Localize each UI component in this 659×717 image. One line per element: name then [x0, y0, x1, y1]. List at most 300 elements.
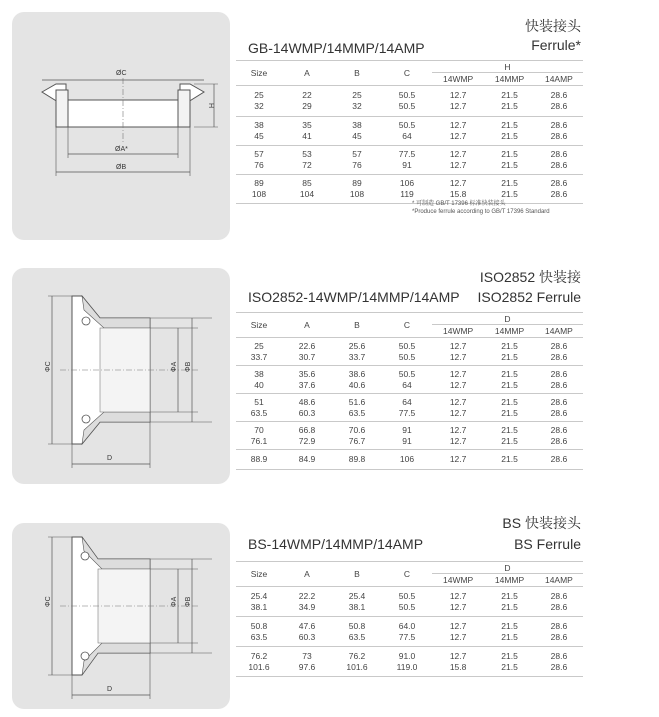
cell-value: 21.5: [501, 351, 518, 362]
table-cell: [332, 338, 382, 366]
cell-value: 48.6: [298, 397, 316, 407]
table-row: [236, 450, 583, 470]
gb-name-en: Ferrule*: [531, 37, 581, 53]
cell-value: 53: [302, 149, 312, 159]
gb-footnote: [412, 200, 550, 216]
cell-value: 12.7: [449, 631, 467, 642]
cell-value: 21.5: [501, 100, 518, 111]
cell-value: 12.7: [449, 120, 467, 130]
cell-value: 29: [302, 100, 312, 111]
table-cell: [236, 146, 282, 175]
gb-title: GB-14WMP/14MMP/14AMP: [248, 40, 425, 56]
cell-value: 28.6: [550, 120, 568, 130]
gb-spec-table: [236, 60, 583, 204]
col-c: C: [382, 313, 432, 338]
bs-name-cn: BS 快装接头: [502, 515, 581, 531]
iso-ferrule-drawing: [12, 268, 230, 484]
cell-value: 101.6: [248, 661, 270, 672]
cell-value: 108: [349, 188, 365, 199]
table-cell: [332, 146, 382, 175]
table-cell: [236, 366, 282, 394]
gb-name-cn: 快装接头: [525, 18, 581, 34]
cell-value: 21.5: [501, 379, 518, 390]
col-b: B: [332, 562, 382, 587]
cell-value: 41: [302, 130, 312, 141]
cell-value: 32: [254, 100, 264, 111]
cell-value: 91.0: [398, 651, 416, 661]
cell-value: 21.5: [501, 178, 518, 188]
table-cell: [382, 86, 432, 117]
cell-value: 38.1: [250, 601, 268, 612]
col-14wmp: 14WMP: [432, 574, 484, 587]
cell-value: 21.5: [501, 651, 518, 661]
cell-value: 77.5: [398, 407, 416, 418]
cell-value: 28.6: [550, 631, 568, 642]
gb-drawing-panel: [12, 12, 230, 240]
cell-value: 64: [402, 130, 412, 141]
cell-value: 12.7: [449, 369, 467, 379]
table-cell: [282, 587, 332, 617]
cell-value: 76.2: [250, 651, 268, 661]
table-cell: [535, 394, 583, 422]
cell-value: 28.6: [550, 188, 568, 199]
table-cell: [484, 617, 535, 647]
col-size: Size: [236, 313, 282, 338]
table-cell: [282, 422, 332, 450]
cell-value: 21.5: [501, 661, 518, 672]
cell-value: 76.2: [348, 651, 366, 661]
label-oa: ØA*: [115, 146, 128, 153]
cell-value: 21.5: [501, 159, 518, 170]
cell-value: 21.5: [501, 454, 518, 464]
cell-value: 38: [254, 369, 264, 379]
table-cell: [382, 366, 432, 394]
cell-value: 28.6: [550, 369, 568, 379]
table-cell: [484, 394, 535, 422]
table-cell: [484, 366, 535, 394]
bs-name-en-wrap: [514, 535, 581, 554]
col-size: Size: [236, 61, 282, 86]
cell-value: 77.5: [398, 631, 416, 642]
table-cell: [236, 117, 282, 146]
col-c: C: [382, 61, 432, 86]
cell-value: 12.7: [449, 435, 467, 446]
cell-value: 38: [352, 120, 362, 130]
col-a: A: [282, 61, 332, 86]
cell-value: 25: [254, 90, 264, 100]
bs-title: BS-14WMP/14MMP/14AMP: [248, 536, 424, 552]
table-cell: [382, 394, 432, 422]
gb-note-en: *Produce ferrule according to GB/T 17396 Standard: [412, 209, 550, 215]
cell-value: 28.6: [550, 621, 568, 631]
table-cell: [432, 394, 484, 422]
table-row: [236, 422, 583, 450]
cell-value: 12.7: [449, 341, 467, 351]
bs-spec-table: [236, 561, 583, 677]
cell-value: 73: [302, 651, 312, 661]
cell-value: 40.6: [348, 379, 366, 390]
cell-value: 25.6: [348, 341, 366, 351]
cell-value: 22: [302, 90, 312, 100]
iso-title: ISO2852-14WMP/14MMP/14AMP: [248, 289, 460, 305]
cell-value: 12.7: [449, 379, 467, 390]
table-cell: [332, 587, 382, 617]
cell-value: 50.5: [398, 100, 416, 111]
cell-value: 12.7: [449, 149, 467, 159]
label-d: D: [107, 455, 113, 462]
table-cell: [432, 587, 484, 617]
bs-ferrule-drawing: [12, 523, 230, 709]
cell-value: 89: [254, 178, 264, 188]
table-cell: [282, 117, 332, 146]
table-row: [236, 338, 583, 366]
table-cell: [332, 86, 382, 117]
cell-value: 28.6: [550, 149, 568, 159]
col-14mmp: 14MMP: [484, 574, 535, 587]
cell-value: 50.5: [398, 351, 416, 362]
table-cell: [535, 117, 583, 146]
cell-value: 91: [402, 159, 412, 170]
cell-value: 12.7: [449, 651, 467, 661]
cell-value: 64: [402, 379, 412, 390]
cell-value: 76.1: [250, 435, 268, 446]
cell-value: 12.7: [449, 130, 467, 141]
cell-value: 108: [251, 188, 267, 199]
iso-name-en: ISO2852 Ferrule: [477, 289, 581, 305]
cell-value: 45: [352, 130, 362, 141]
label-phi-a: ΦA: [171, 596, 178, 607]
col-14mmp: 14MMP: [484, 325, 535, 338]
cell-value: 21.5: [501, 601, 518, 612]
table-row: [236, 617, 583, 647]
cell-value: 64: [402, 397, 412, 407]
cell-value: 12.7: [449, 100, 467, 111]
cell-value: 21.5: [501, 149, 518, 159]
label-phi-b: ΦB: [185, 596, 192, 607]
table-cell: [382, 647, 432, 677]
table-cell: [332, 617, 382, 647]
cell-value: 21.5: [501, 369, 518, 379]
cell-value: 45: [254, 130, 264, 141]
cell-value: 38: [254, 120, 264, 130]
cell-value: 50.8: [250, 621, 268, 631]
table-row: [236, 86, 583, 117]
col-group-d: D: [432, 313, 583, 325]
cell-value: 21.5: [501, 341, 518, 351]
table-cell: [432, 450, 484, 470]
table-row: [236, 394, 583, 422]
cell-value: 104: [299, 188, 315, 199]
cell-value: 21.5: [501, 188, 518, 199]
cell-value: 34.9: [298, 601, 316, 612]
label-phi-c: ΦC: [45, 596, 52, 607]
cell-value: 30.7: [298, 351, 316, 362]
table-row: [236, 587, 583, 617]
cell-value: 21.5: [501, 90, 518, 100]
table-cell: [332, 647, 382, 677]
table-cell: [484, 338, 535, 366]
cell-value: 50.5: [398, 369, 416, 379]
cell-value: 88.9: [250, 454, 268, 464]
cell-value: 47.6: [298, 621, 316, 631]
cell-value: 50.5: [398, 341, 416, 351]
table-cell: [535, 647, 583, 677]
col-14wmp: 14WMP: [432, 325, 484, 338]
table-cell: [236, 338, 282, 366]
table-cell: [432, 86, 484, 117]
cell-value: 38.6: [348, 369, 366, 379]
cell-value: 119.0: [396, 661, 418, 672]
cell-value: 21.5: [501, 397, 518, 407]
table-cell: [484, 422, 535, 450]
cell-value: 32: [352, 100, 362, 111]
iso-name-en-wrap: [478, 288, 582, 307]
table-cell: [236, 86, 282, 117]
cell-value: 28.6: [550, 130, 568, 141]
table-cell: [484, 86, 535, 117]
cell-value: 28.6: [550, 425, 568, 435]
table-row: [236, 366, 583, 394]
label-phi-c: ΦC: [45, 361, 52, 372]
cell-value: 60.3: [298, 631, 316, 642]
cell-value: 21.5: [501, 130, 518, 141]
cell-value: 21.5: [501, 631, 518, 642]
cell-value: 28.6: [550, 90, 568, 100]
cell-value: 35: [302, 120, 312, 130]
col-group-h: H: [432, 61, 583, 73]
col-b: B: [332, 61, 382, 86]
table-cell: [432, 422, 484, 450]
table-cell: [535, 587, 583, 617]
table-cell: [282, 450, 332, 470]
table-cell: [535, 338, 583, 366]
label-h: H: [207, 103, 214, 109]
cell-value: 12.7: [449, 351, 467, 362]
cell-value: 72.9: [298, 435, 316, 446]
cell-value: 12.7: [449, 90, 467, 100]
table-cell: [535, 146, 583, 175]
cell-value: 89.8: [348, 454, 366, 464]
cell-value: 51.6: [348, 397, 366, 407]
cell-value: 97.6: [298, 661, 316, 672]
cell-value: 35.6: [298, 369, 316, 379]
table-cell: [382, 617, 432, 647]
label-oc: ØC: [116, 70, 127, 77]
gb-ferrule-drawing: [12, 12, 230, 240]
table-cell: [432, 338, 484, 366]
cell-value: 60.3: [298, 407, 316, 418]
iso-name-cn: ISO2852 快装接: [479, 269, 581, 285]
table-cell: [382, 422, 432, 450]
table-row: [236, 146, 583, 175]
table-cell: [535, 86, 583, 117]
cell-value: 15.8: [449, 661, 467, 672]
cell-value: 40: [254, 379, 264, 390]
bs-drawing-panel: [12, 523, 230, 709]
col-14amp: 14AMP: [535, 73, 583, 86]
cell-value: 28.6: [550, 601, 568, 612]
cell-value: 28.6: [550, 651, 568, 661]
cell-value: 28.6: [550, 159, 568, 170]
cell-value: 28.6: [550, 407, 568, 418]
cell-value: 77.5: [398, 149, 416, 159]
col-14amp: 14AMP: [535, 574, 583, 587]
cell-value: 12.7: [449, 159, 467, 170]
cell-value: 21.5: [501, 407, 518, 418]
label-phi-a: ΦA: [171, 361, 178, 372]
cell-value: 12.7: [449, 591, 467, 601]
cell-value: 57: [254, 149, 264, 159]
table-row: [236, 647, 583, 677]
iso-drawing-panel: [12, 268, 230, 484]
cell-value: 76: [352, 159, 362, 170]
table-cell: [332, 394, 382, 422]
cell-value: 76.7: [348, 435, 366, 446]
cell-value: 21.5: [501, 621, 518, 631]
gb-note-cn: * 可制造 GB/T 17396 标准快装接头: [412, 201, 506, 207]
table-cell: [382, 450, 432, 470]
cell-value: 21.5: [501, 435, 518, 446]
table-cell: [484, 117, 535, 146]
cell-value: 91: [402, 435, 412, 446]
table-cell: [432, 117, 484, 146]
cell-value: 70: [254, 425, 264, 435]
table-cell: [484, 587, 535, 617]
cell-value: 70.6: [348, 425, 366, 435]
table-cell: [236, 587, 282, 617]
cell-value: 91: [402, 425, 412, 435]
table-cell: [282, 647, 332, 677]
cell-value: 63.5: [348, 407, 366, 418]
cell-value: 28.6: [550, 341, 568, 351]
cell-value: 66.8: [298, 425, 316, 435]
table-cell: [382, 146, 432, 175]
bs-heading: [502, 514, 581, 533]
cell-value: 25.4: [348, 591, 366, 601]
cell-value: 15.8: [449, 188, 467, 199]
table-cell: [282, 366, 332, 394]
table-cell: [332, 117, 382, 146]
cell-value: 28.6: [550, 178, 568, 188]
cell-value: 101.6: [346, 661, 368, 672]
col-14mmp: 14MMP: [484, 73, 535, 86]
cell-value: 12.7: [449, 407, 467, 418]
cell-value: 50.8: [348, 621, 366, 631]
table-cell: [484, 146, 535, 175]
table-cell: [282, 394, 332, 422]
table-cell: [332, 366, 382, 394]
cell-value: 119: [400, 188, 414, 199]
cell-value: 63.5: [250, 407, 268, 418]
table-row: [236, 117, 583, 146]
col-group-d: D: [432, 562, 583, 574]
cell-value: 28.6: [550, 454, 568, 464]
cell-value: 21.5: [501, 591, 518, 601]
col-size: Size: [236, 562, 282, 587]
table-cell: [282, 617, 332, 647]
table-cell: [484, 450, 535, 470]
cell-value: 21.5: [501, 425, 518, 435]
cell-value: 25: [352, 90, 362, 100]
cell-value: 33.7: [348, 351, 366, 362]
table-cell: [282, 146, 332, 175]
cell-value: 50.5: [398, 90, 416, 100]
cell-value: 28.6: [550, 661, 568, 672]
table-cell: [282, 86, 332, 117]
col-14amp: 14AMP: [535, 325, 583, 338]
cell-value: 28.6: [550, 379, 568, 390]
cell-value: 28.6: [550, 435, 568, 446]
table-cell: [432, 647, 484, 677]
cell-value: 12.7: [449, 397, 467, 407]
table-cell: [382, 117, 432, 146]
label-d: D: [107, 686, 113, 693]
cell-value: 37.6: [298, 379, 316, 390]
table-cell: [535, 366, 583, 394]
col-14wmp: 14WMP: [432, 73, 484, 86]
cell-value: 28.6: [550, 100, 568, 111]
table-cell: [282, 338, 332, 366]
label-phi-b: ΦB: [185, 361, 192, 372]
cell-value: 21.5: [501, 120, 518, 130]
col-a: A: [282, 313, 332, 338]
cell-value: 64.0: [398, 621, 416, 631]
col-c: C: [382, 562, 432, 587]
cell-value: 72: [302, 159, 312, 170]
table-cell: [282, 175, 332, 204]
cell-value: 63.5: [250, 631, 268, 642]
iso-spec-table: [236, 312, 583, 470]
cell-value: 12.7: [449, 425, 467, 435]
table-cell: [236, 647, 282, 677]
cell-value: 85: [302, 178, 312, 188]
cell-value: 89: [352, 178, 362, 188]
cell-value: 25.4: [250, 591, 268, 601]
cell-value: 12.7: [449, 601, 467, 612]
cell-value: 106: [399, 454, 415, 464]
table-cell: [236, 450, 282, 470]
cell-value: 63.5: [348, 631, 366, 642]
table-cell: [332, 422, 382, 450]
gb-heading: [525, 17, 581, 55]
cell-value: 12.7: [449, 621, 467, 631]
table-cell: [432, 617, 484, 647]
cell-value: 50.5: [398, 591, 416, 601]
cell-value: 33.7: [250, 351, 268, 362]
cell-value: 84.9: [298, 454, 316, 464]
col-b: B: [332, 313, 382, 338]
cell-value: 28.6: [550, 591, 568, 601]
table-cell: [382, 338, 432, 366]
col-a: A: [282, 562, 332, 587]
cell-value: 106: [399, 178, 415, 188]
cell-value: 22.6: [298, 341, 316, 351]
table-cell: [332, 175, 382, 204]
table-cell: [236, 394, 282, 422]
cell-value: 28.6: [550, 397, 568, 407]
table-cell: [236, 175, 282, 204]
table-cell: [382, 587, 432, 617]
iso-heading: [480, 268, 581, 287]
cell-value: 76: [254, 159, 264, 170]
cell-value: 22.2: [298, 591, 316, 601]
table-cell: [332, 450, 382, 470]
cell-value: 28.6: [550, 351, 568, 362]
table-cell: [236, 422, 282, 450]
table-cell: [535, 450, 583, 470]
table-cell: [432, 146, 484, 175]
table-cell: [535, 617, 583, 647]
